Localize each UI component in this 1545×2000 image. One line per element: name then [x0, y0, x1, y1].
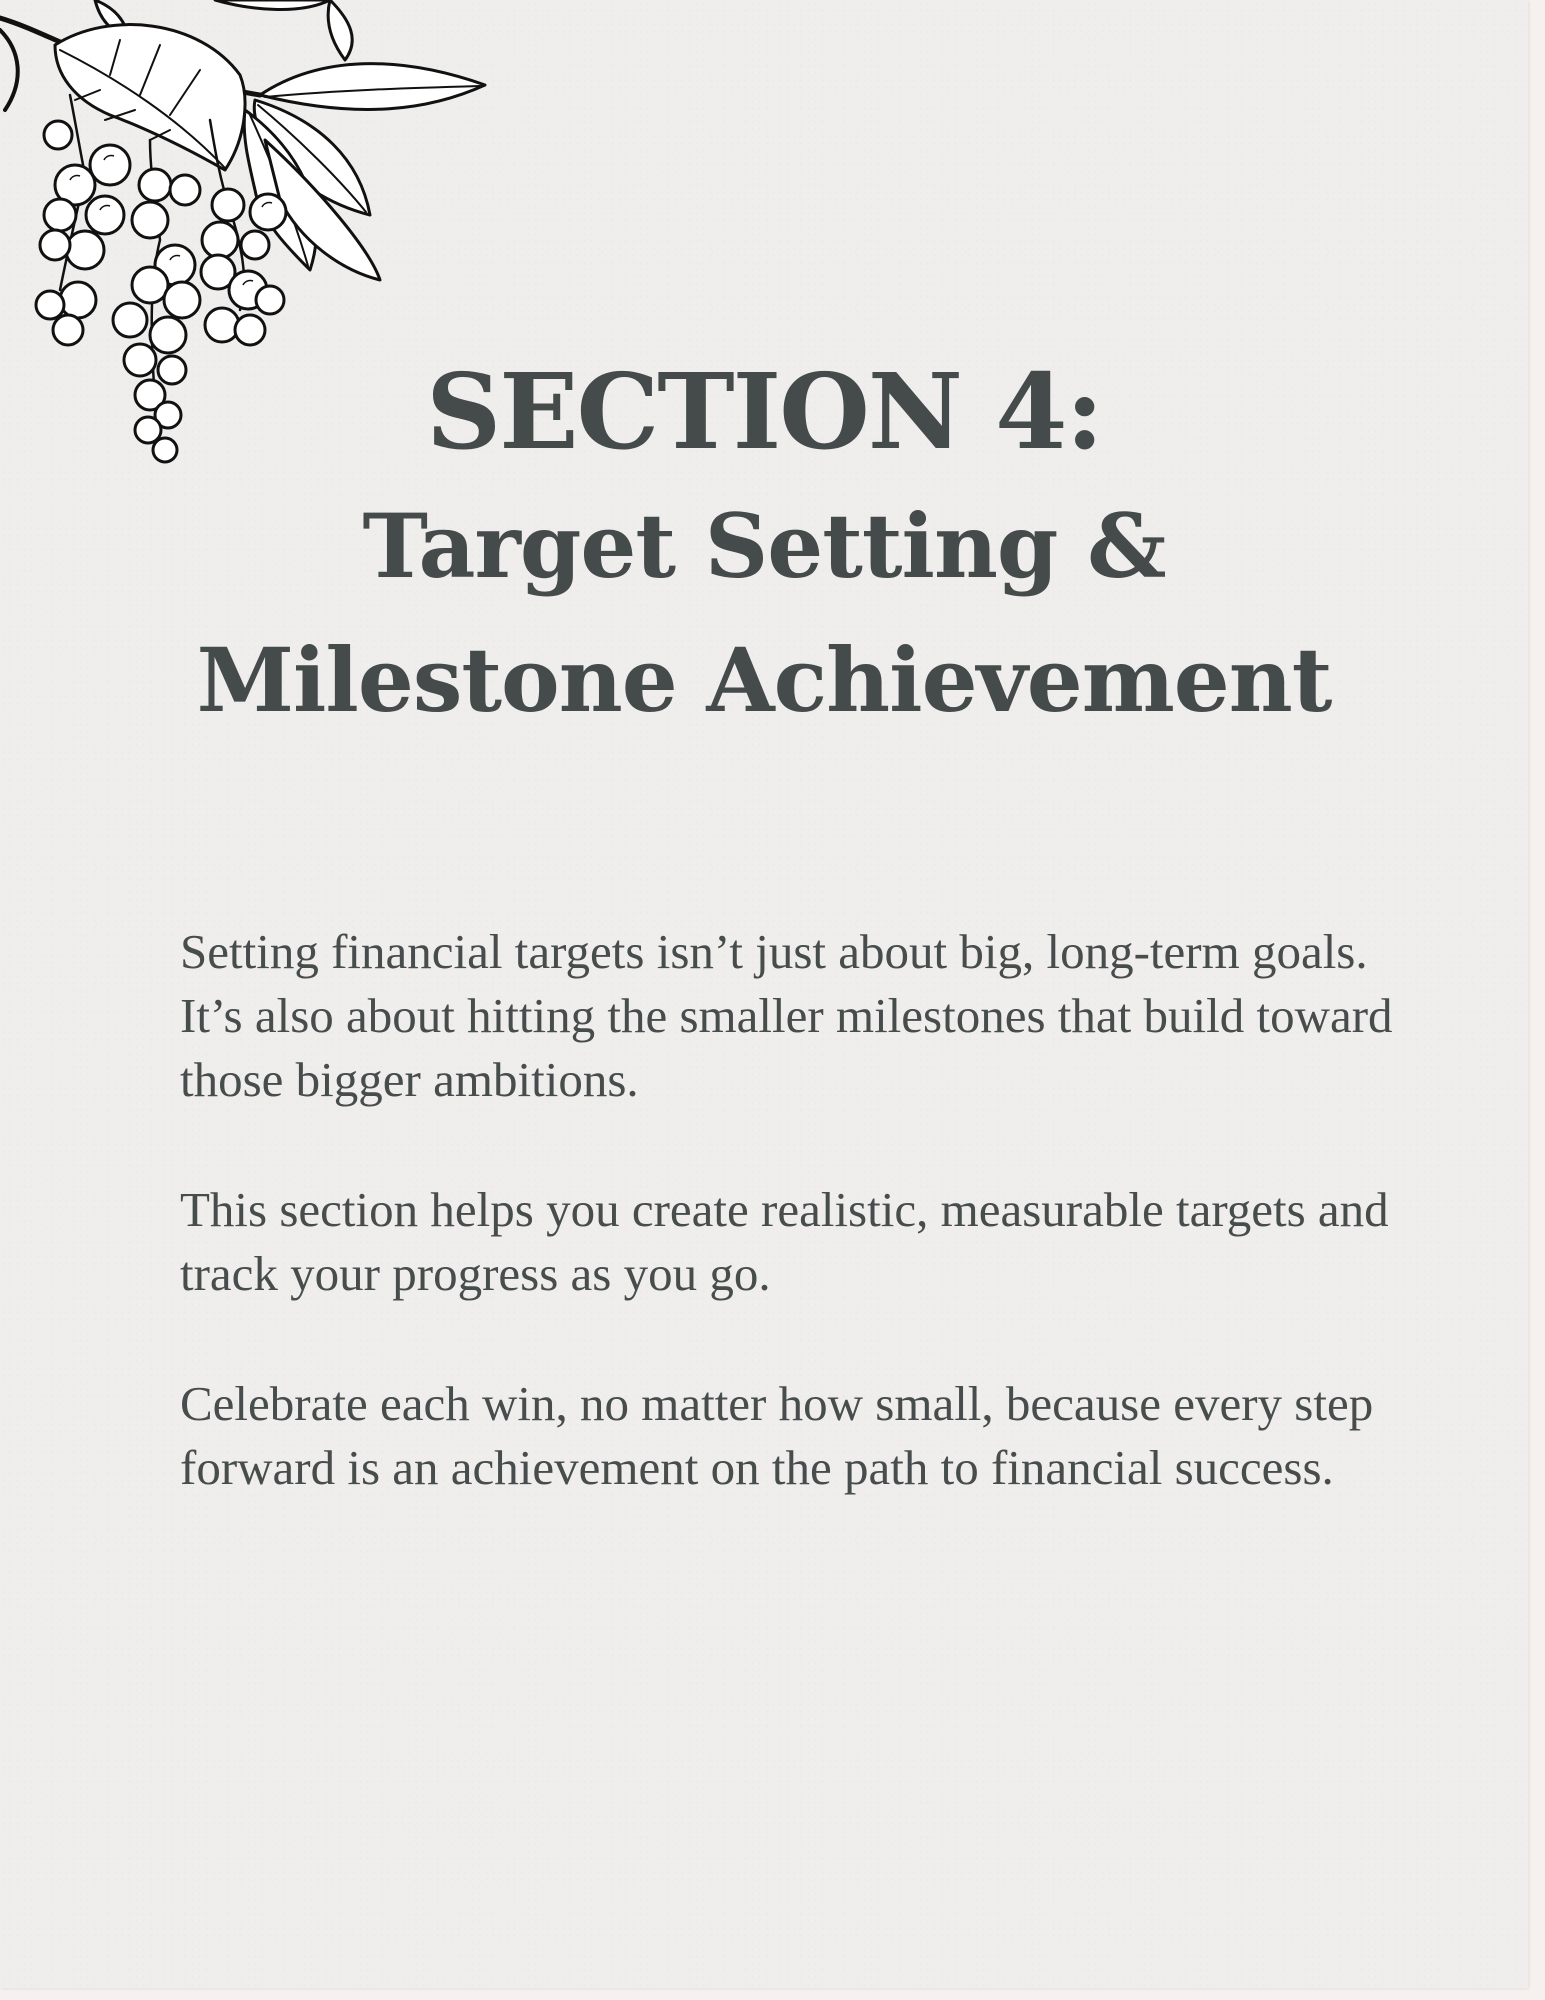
- section-title: [0, 345, 1528, 747]
- intro-paragraph: This section helps you create realistic, measurable targets and track your progress as you go.: [180, 1182, 1389, 1301]
- section-title-line: Target Setting &: [362, 494, 1166, 598]
- intro-paragraph: Setting financial targets isn’t just about big, long-term goals. It’s also about hitting the smaller milestones that build toward those bigger ambitions.: [180, 924, 1393, 1107]
- section-number-heading: SECTION 4:: [426, 350, 1102, 473]
- section-intro-text: [180, 920, 1420, 1566]
- section-title-line: Milestone Achievement: [196, 628, 1332, 732]
- intro-paragraph: Celebrate each win, no matter how small, because every step forward is an achievement on the path to financial success.: [180, 1376, 1374, 1495]
